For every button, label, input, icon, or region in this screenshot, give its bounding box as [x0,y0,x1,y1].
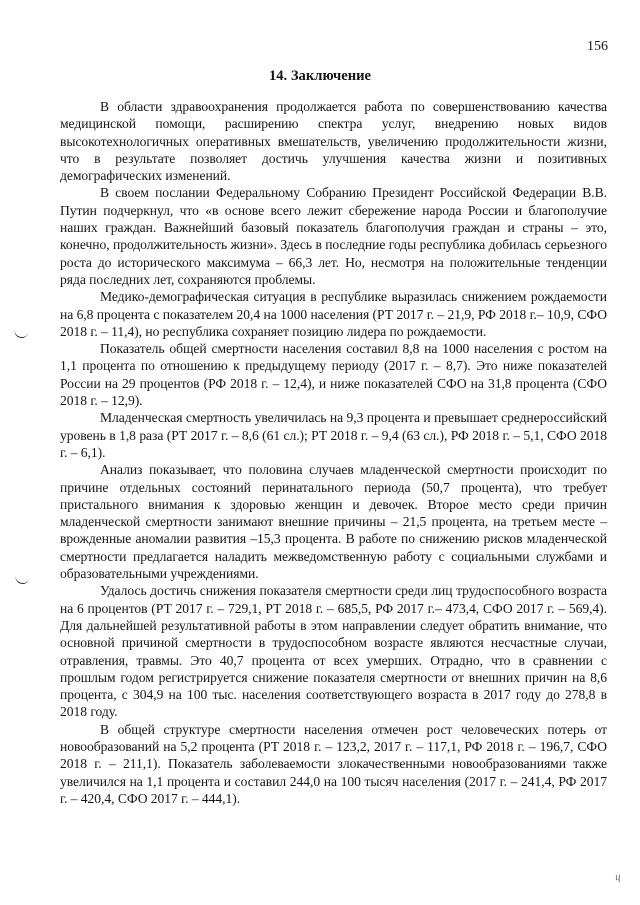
handwritten-mark: ɥ [613,870,621,884]
paragraph-infant-mortality: Младенческая смертность увеличилась на 9,3 процента и превышает среднероссийский уровень в 1,8 раза (РТ 2017 г. – 8,6 (61 сл.); РТ 2018 г. – 9,4 (63 сл.), РФ 2018 г. – 5,1, СФО 2018 г. – 6,1). [60,410,607,460]
paragraph-mortality: Показатель общей смертности населения составил 8,8 на 1000 населения с ростом на 1,1 процента по отношению к предыдущему периоду (2017 г. – 8,7). Это ниже показателей России на 29 процентов (РФ 2018 г. – 12,4), и ниже показателей СФО на 31,8 процента (СФО 2018 г. – 12,9). [60,341,607,409]
paragraph-working-age: Удалось достичь снижения показателя смертности среди лиц трудоспособного возраста на 6 процентов (РТ 2017 г. – 729,1, РТ 2018 г. – 685,5, РФ 2017 г.– 473,4, СФО 2017 г. – 569,4). Для дальнейшей результативной работы в этом направлении следует обратить внимание, что основной причиной смертности в трудоспособном возрасте являются несчастные случаи, отравления, травмы. Это 40,7 процента от всех умерших. Отрадно, что в сравнении с прошлым годом регистрируется снижение показателя смертности от внешних причин на 8,6 процента, с 304,9 на 100 тыс. населения соответствующего возраста в 2017 году до 278,8 в 2018 году. [60,583,607,720]
margin-mark [13,329,28,340]
paragraph-infant-analysis: Анализ показывает, что половина случаев младенческой смертности происходит по причине отдельных состояний перинатального периода (50,7 процента), что требует пристального внимания к здоровью женщин и девочек. Второе место среди причин младенческой смертности занимают внешние причины – 21,5 процента, на третьем месте – врожденные аномалии развития –15,3 процента. В работе по снижению рисков младенческой смертности предлагается наладить межведомственную работу с социальными службами и образовательными учреждениями. [60,462,607,582]
paragraph-healthcare: В области здравоохранения продолжается работа по совершенствованию качества медицинской помощи, расширению спектра услуг, внедрению новых видов высокотехнологичных оперативных вмешательств, увеличению продолжительности жизни, что в результате позволяет достичь улучшения качества жизни и позитивных демографических изменений. [60,99,607,184]
paragraph-president-address: В своем послании Федеральному Собранию Президент Российской Федерации В.В. Путин подчеркнул, что «в основе всего лежит сбережение народа России и благополучие наших граждан. Важнейший базовый показатель благополучия граждан и страны – это, конечно, продолжительность жизни». Здесь в последние годы республика добилась серьезного роста до исторического максимума – 66,3 лет. Но, несмотря на положительные тенденции ряда последних лет, сохраняются проблемы. [60,185,607,287]
paragraph-neoplasms: В общей структуре смертности населения отмечен рост человеческих потерь от новообразований на 5,2 процента (РТ 2018 г. – 123,2, 2017 г. – 117,1, РФ 2018 г. – 196,7, СФО 2018 г. – 211,1). Показатель заболеваемости злокачественными новообразованиями также увеличился на 1,1 процента и составил 244,0 на 100 тысяч населения (2017 г. – 241,4, РФ 2017 г. – 420,4, СФО 2017 г. – 444,1). [60,721,607,806]
paragraph-birth-rate: Медико-демографическая ситуация в республике выразилась снижением рождаемости на 6,8 процента с показателем 20,4 на 1000 населения (РТ 2017 г. – 21,9, РФ 2018 г.– 10,9, СФО 2018 г. – 11,4), но республика сохраняет позицию лидера по рождаемости. [60,289,607,339]
page-title: 14. Заключение [268,68,372,84]
page-number: 156 [587,39,608,54]
margin-mark [14,575,29,586]
document-body [60,98,607,807]
